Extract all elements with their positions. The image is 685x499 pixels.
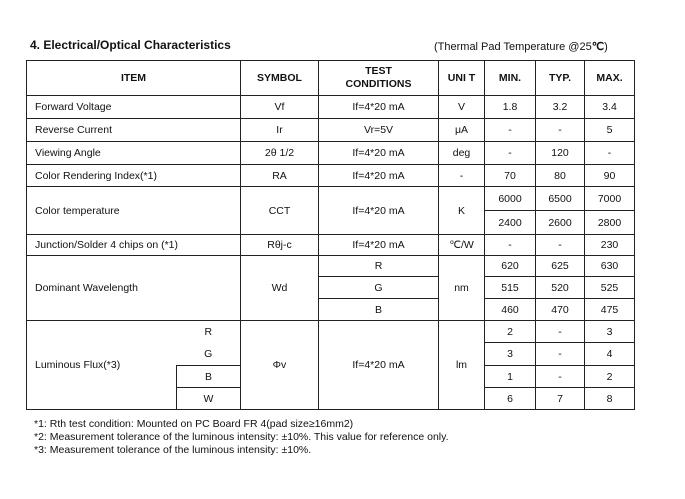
max-cell: 475	[585, 299, 635, 321]
characteristics-table	[26, 60, 635, 410]
typ-cell: 7	[536, 388, 585, 410]
max-cell: 230	[585, 235, 635, 256]
item-cell: Junction/Solder 4 chips on (*1)	[27, 235, 241, 256]
typ-cell: -	[536, 119, 585, 142]
min-cell: 2	[485, 321, 536, 343]
max-cell: 2800	[585, 211, 635, 235]
max-cell: 3.4	[585, 96, 635, 119]
col-unit: UNI T	[439, 61, 485, 96]
typ-cell: 6500	[536, 187, 585, 211]
typ-cell: -	[536, 343, 585, 366]
item-cell: Viewing Angle	[27, 142, 241, 165]
unit-cell: K	[439, 187, 485, 235]
min-cell: 2400	[485, 211, 536, 235]
unit-cell: nm	[439, 256, 485, 321]
min-cell: 460	[485, 299, 536, 321]
condition-cell: If=4*20 mA	[319, 165, 439, 187]
symbol-cell: Wd	[241, 256, 319, 321]
max-cell: 630	[585, 256, 635, 277]
max-cell: 5	[585, 119, 635, 142]
typ-cell: 2600	[536, 211, 585, 235]
condition-cell: If=4*20 mA	[319, 187, 439, 235]
section-heading: 4. Electrical/Optical Characteristics	[30, 38, 231, 52]
typ-cell: 625	[536, 256, 585, 277]
footnote-2: *2: Measurement tolerance of the luminous intensity: ±10%. This value for reference only.	[34, 431, 449, 443]
footnote-1: *1: Rth test condition: Mounted on PC Board FR 4(pad size≥16mm2)	[34, 418, 354, 430]
typ-cell: 3.2	[536, 96, 585, 119]
typ-cell: 80	[536, 165, 585, 187]
item-cell: Forward Voltage	[27, 96, 241, 119]
table-row	[27, 256, 635, 277]
min-cell: 1	[485, 366, 536, 388]
table-row	[27, 96, 635, 119]
max-cell: 8	[585, 388, 635, 410]
item-cell: Dominant Wavelength	[27, 256, 241, 321]
typ-cell: -	[536, 321, 585, 343]
condition-cell: G	[319, 277, 439, 299]
min-cell: 3	[485, 343, 536, 366]
min-cell: 515	[485, 277, 536, 299]
max-cell: 90	[585, 165, 635, 187]
item-cell: Color temperature	[27, 187, 241, 235]
min-cell: 1.8	[485, 96, 536, 119]
item-cell: Luminous Flux(*3)	[27, 321, 177, 410]
condition-cell: B	[319, 299, 439, 321]
symbol-cell: 2θ 1/2	[241, 142, 319, 165]
typ-cell: -	[536, 366, 585, 388]
condition-cell: If=4*20 mA	[319, 235, 439, 256]
typ-cell: 470	[536, 299, 585, 321]
max-cell: 2	[585, 366, 635, 388]
table-row	[27, 187, 635, 211]
min-cell: 70	[485, 165, 536, 187]
table-row	[27, 321, 635, 343]
col-test-conditions: TEST CONDITIONS	[319, 61, 439, 96]
table-row	[27, 235, 635, 256]
item-cell: Color Rendering Index(*1)	[27, 165, 241, 187]
max-cell: 3	[585, 321, 635, 343]
symbol-cell: CCT	[241, 187, 319, 235]
typ-cell: -	[536, 235, 585, 256]
footnote-3: *3: Measurement tolerance of the luminous intensity: ±10%.	[34, 444, 312, 456]
unit-cell: V	[439, 96, 485, 119]
table-row	[27, 142, 635, 165]
typ-cell: 120	[536, 142, 585, 165]
min-cell: 620	[485, 256, 536, 277]
col-max: MAX.	[585, 61, 635, 96]
col-min: MIN.	[485, 61, 536, 96]
sub-label-cell: G	[177, 343, 241, 366]
min-cell: -	[485, 235, 536, 256]
symbol-cell: Φv	[241, 321, 319, 410]
typ-cell: 520	[536, 277, 585, 299]
table-row	[27, 165, 635, 187]
thermal-pad-temperature-note: (Thermal Pad Temperature @25℃)	[434, 41, 608, 53]
max-cell: 4	[585, 343, 635, 366]
symbol-cell: Vf	[241, 96, 319, 119]
sub-label-cell: R	[177, 321, 241, 343]
unit-cell: μA	[439, 119, 485, 142]
min-cell: 6	[485, 388, 536, 410]
max-cell: -	[585, 142, 635, 165]
item-cell: Reverse Current	[27, 119, 241, 142]
max-cell: 7000	[585, 187, 635, 211]
min-cell: -	[485, 119, 536, 142]
col-typ: TYP.	[536, 61, 585, 96]
unit-cell: lm	[439, 321, 485, 410]
unit-cell: ℃/W	[439, 235, 485, 256]
min-cell: 6000	[485, 187, 536, 211]
sub-label-cell: B	[177, 366, 241, 388]
symbol-cell: Ir	[241, 119, 319, 142]
unit-cell: deg	[439, 142, 485, 165]
symbol-cell: RA	[241, 165, 319, 187]
condition-cell: If=4*20 mA	[319, 96, 439, 119]
header-row	[27, 61, 635, 96]
symbol-cell: Rθj-c	[241, 235, 319, 256]
condition-cell: If=4*20 mA	[319, 142, 439, 165]
sub-label-cell: W	[177, 388, 241, 410]
unit-cell: -	[439, 165, 485, 187]
condition-cell: R	[319, 256, 439, 277]
min-cell: -	[485, 142, 536, 165]
condition-cell: If=4*20 mA	[319, 321, 439, 410]
condition-cell: Vr=5V	[319, 119, 439, 142]
table-row	[27, 119, 635, 142]
max-cell: 525	[585, 277, 635, 299]
col-item: ITEM	[27, 61, 241, 96]
col-symbol: SYMBOL	[241, 61, 319, 96]
